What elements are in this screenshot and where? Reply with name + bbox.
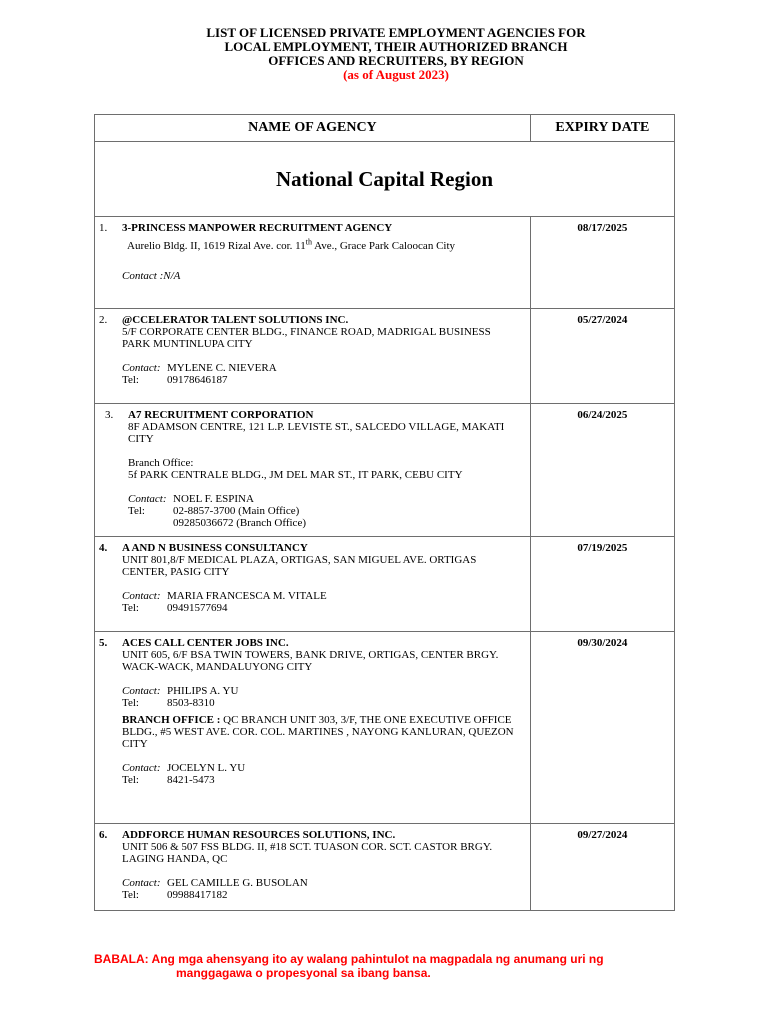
agency-cell <box>95 404 531 537</box>
agency-cell <box>95 824 531 911</box>
table-row <box>95 217 675 309</box>
agency-contact: Contact: NOEL F. ESPINA <box>128 493 254 505</box>
agency-cell <box>95 632 531 824</box>
header-line-2: LOCAL EMPLOYMENT, THEIR AUTHORIZED BRANCH <box>224 39 568 54</box>
column-header-expiry: EXPIRY DATE <box>530 115 674 142</box>
agency-cell <box>95 537 531 632</box>
table-row <box>95 632 675 824</box>
expiry-date: 09/30/2024 <box>530 632 674 824</box>
agency-contact: Contact: PHILIPS A. YU <box>122 685 239 697</box>
agency-address: 8F ADAMSON CENTRE, 121 L.P. LEVISTE ST., SALCEDO VILLAGE, MAKATI CITY <box>128 421 505 445</box>
agency-contact: Contact :N/A <box>122 270 181 282</box>
row-number: 6. <box>99 829 108 841</box>
agency-tel: Tel: 09988417182 <box>122 889 228 901</box>
row-number: 3. <box>105 409 114 421</box>
region-row <box>95 142 675 217</box>
agency-contact: Contact: MYLENE C. NIEVERA <box>122 362 277 374</box>
row-number: 2. <box>99 314 108 326</box>
agency-table <box>94 114 675 911</box>
region-title: National Capital Region <box>95 142 675 217</box>
agency-tel: Tel: 09491577694 <box>122 602 228 614</box>
branch-tel: Tel: 8421-5473 <box>122 774 215 786</box>
agency-cell <box>95 217 531 309</box>
agency-address: UNIT 801,8/F MEDICAL PLAZA, ORTIGAS, SAN MIGUEL AVE. ORTIGAS CENTER, PASIG CITY <box>122 554 477 578</box>
header-line-3: OFFICES AND RECRUITERS, BY REGION <box>268 53 524 68</box>
row-number: 4. <box>99 542 108 554</box>
expiry-date: 05/27/2024 <box>530 309 674 404</box>
table-row <box>95 537 675 632</box>
expiry-date: 06/24/2025 <box>530 404 674 537</box>
header-line-1: LIST OF LICENSED PRIVATE EMPLOYMENT AGENCIES FOR <box>206 25 586 40</box>
agency-contact: Contact: MARIA FRANCESCA M. VITALE <box>122 590 327 602</box>
warning-notice <box>94 952 674 980</box>
row-number: 5. <box>99 637 108 649</box>
row-number: 1. <box>99 222 108 234</box>
agency-address: UNIT 506 & 507 FSS BLDG. II, #18 SCT. TUASON COR. SCT. CASTOR BRGY. LAGING HANDA, QC <box>122 841 493 865</box>
agency-tel: Tel: 02-8857-3700 (Main Office) <box>128 505 300 517</box>
table-row <box>95 309 675 404</box>
warning-line-1: BABALA: Ang mga ahensyang ito ay walang pahintulot na magpadala ng anumang uri ng <box>94 952 604 966</box>
expiry-date: 08/17/2025 <box>530 217 674 309</box>
agency-contact: Contact: GEL CAMILLE G. BUSOLAN <box>122 877 308 889</box>
agency-name: ADDFORCE HUMAN RESOURCES SOLUTIONS, INC. <box>122 829 396 841</box>
agency-tel: Tel: 8503-8310 <box>122 697 215 709</box>
expiry-date: 09/27/2024 <box>530 824 674 911</box>
agency-name: @CCELERATOR TALENT SOLUTIONS INC. <box>122 314 349 326</box>
column-header-name: NAME OF AGENCY <box>95 115 531 142</box>
agency-name: A7 RECRUITMENT CORPORATION <box>128 409 314 421</box>
table-row <box>95 824 675 911</box>
branch-contact: Contact: JOCELYN L. YU <box>122 762 246 774</box>
warning-label: BABALA: <box>94 952 149 966</box>
branch-office: BRANCH OFFICE : QC BRANCH UNIT 303, 3/F, THE ONE EXECUTIVE OFFICE BLDG., #5 WEST AVE. COR. COL. MARTINES , NAYONG KANLURAN, QUEZON CITY <box>122 714 514 750</box>
agency-tel: Tel: 09178646187 <box>122 374 228 386</box>
agency-name: 3-PRINCESS MANPOWER RECRUITMENT AGENCY <box>122 222 393 234</box>
agency-cell <box>95 309 531 404</box>
warning-line-2: manggagawa o propesyonal sa ibang bansa. <box>176 966 431 980</box>
agency-address: Aurelio Bldg. II, 1619 Rizal Ave. cor. 11th Ave., Grace Park Caloocan City <box>127 237 456 252</box>
document-header <box>0 26 768 82</box>
header-date-note: (as of August 2023) <box>343 67 449 82</box>
branch-address: 5f PARK CENTRALE BLDG., JM DEL MAR ST., IT PARK, CEBU CITY <box>128 469 463 481</box>
agency-name: A AND N BUSINESS CONSULTANCY <box>122 542 308 554</box>
agency-address: UNIT 605, 6/F BSA TWIN TOWERS, BANK DRIVE, ORTIGAS, CENTER BRGY. WACK-WACK, MANDALUYONG CITY <box>122 649 499 673</box>
table-row <box>95 404 675 537</box>
table-header-row <box>95 115 675 142</box>
agency-name: ACES CALL CENTER JOBS INC. <box>122 637 289 649</box>
expiry-date: 07/19/2025 <box>530 537 674 632</box>
agency-address: 5/F CORPORATE CENTER BLDG., FINANCE ROAD, MADRIGAL BUSINESS PARK MUNTINLUPA CITY <box>122 326 491 350</box>
agency-tel-branch: 09285036672 (Branch Office) <box>173 517 306 529</box>
branch-label: Branch Office: <box>128 457 194 469</box>
